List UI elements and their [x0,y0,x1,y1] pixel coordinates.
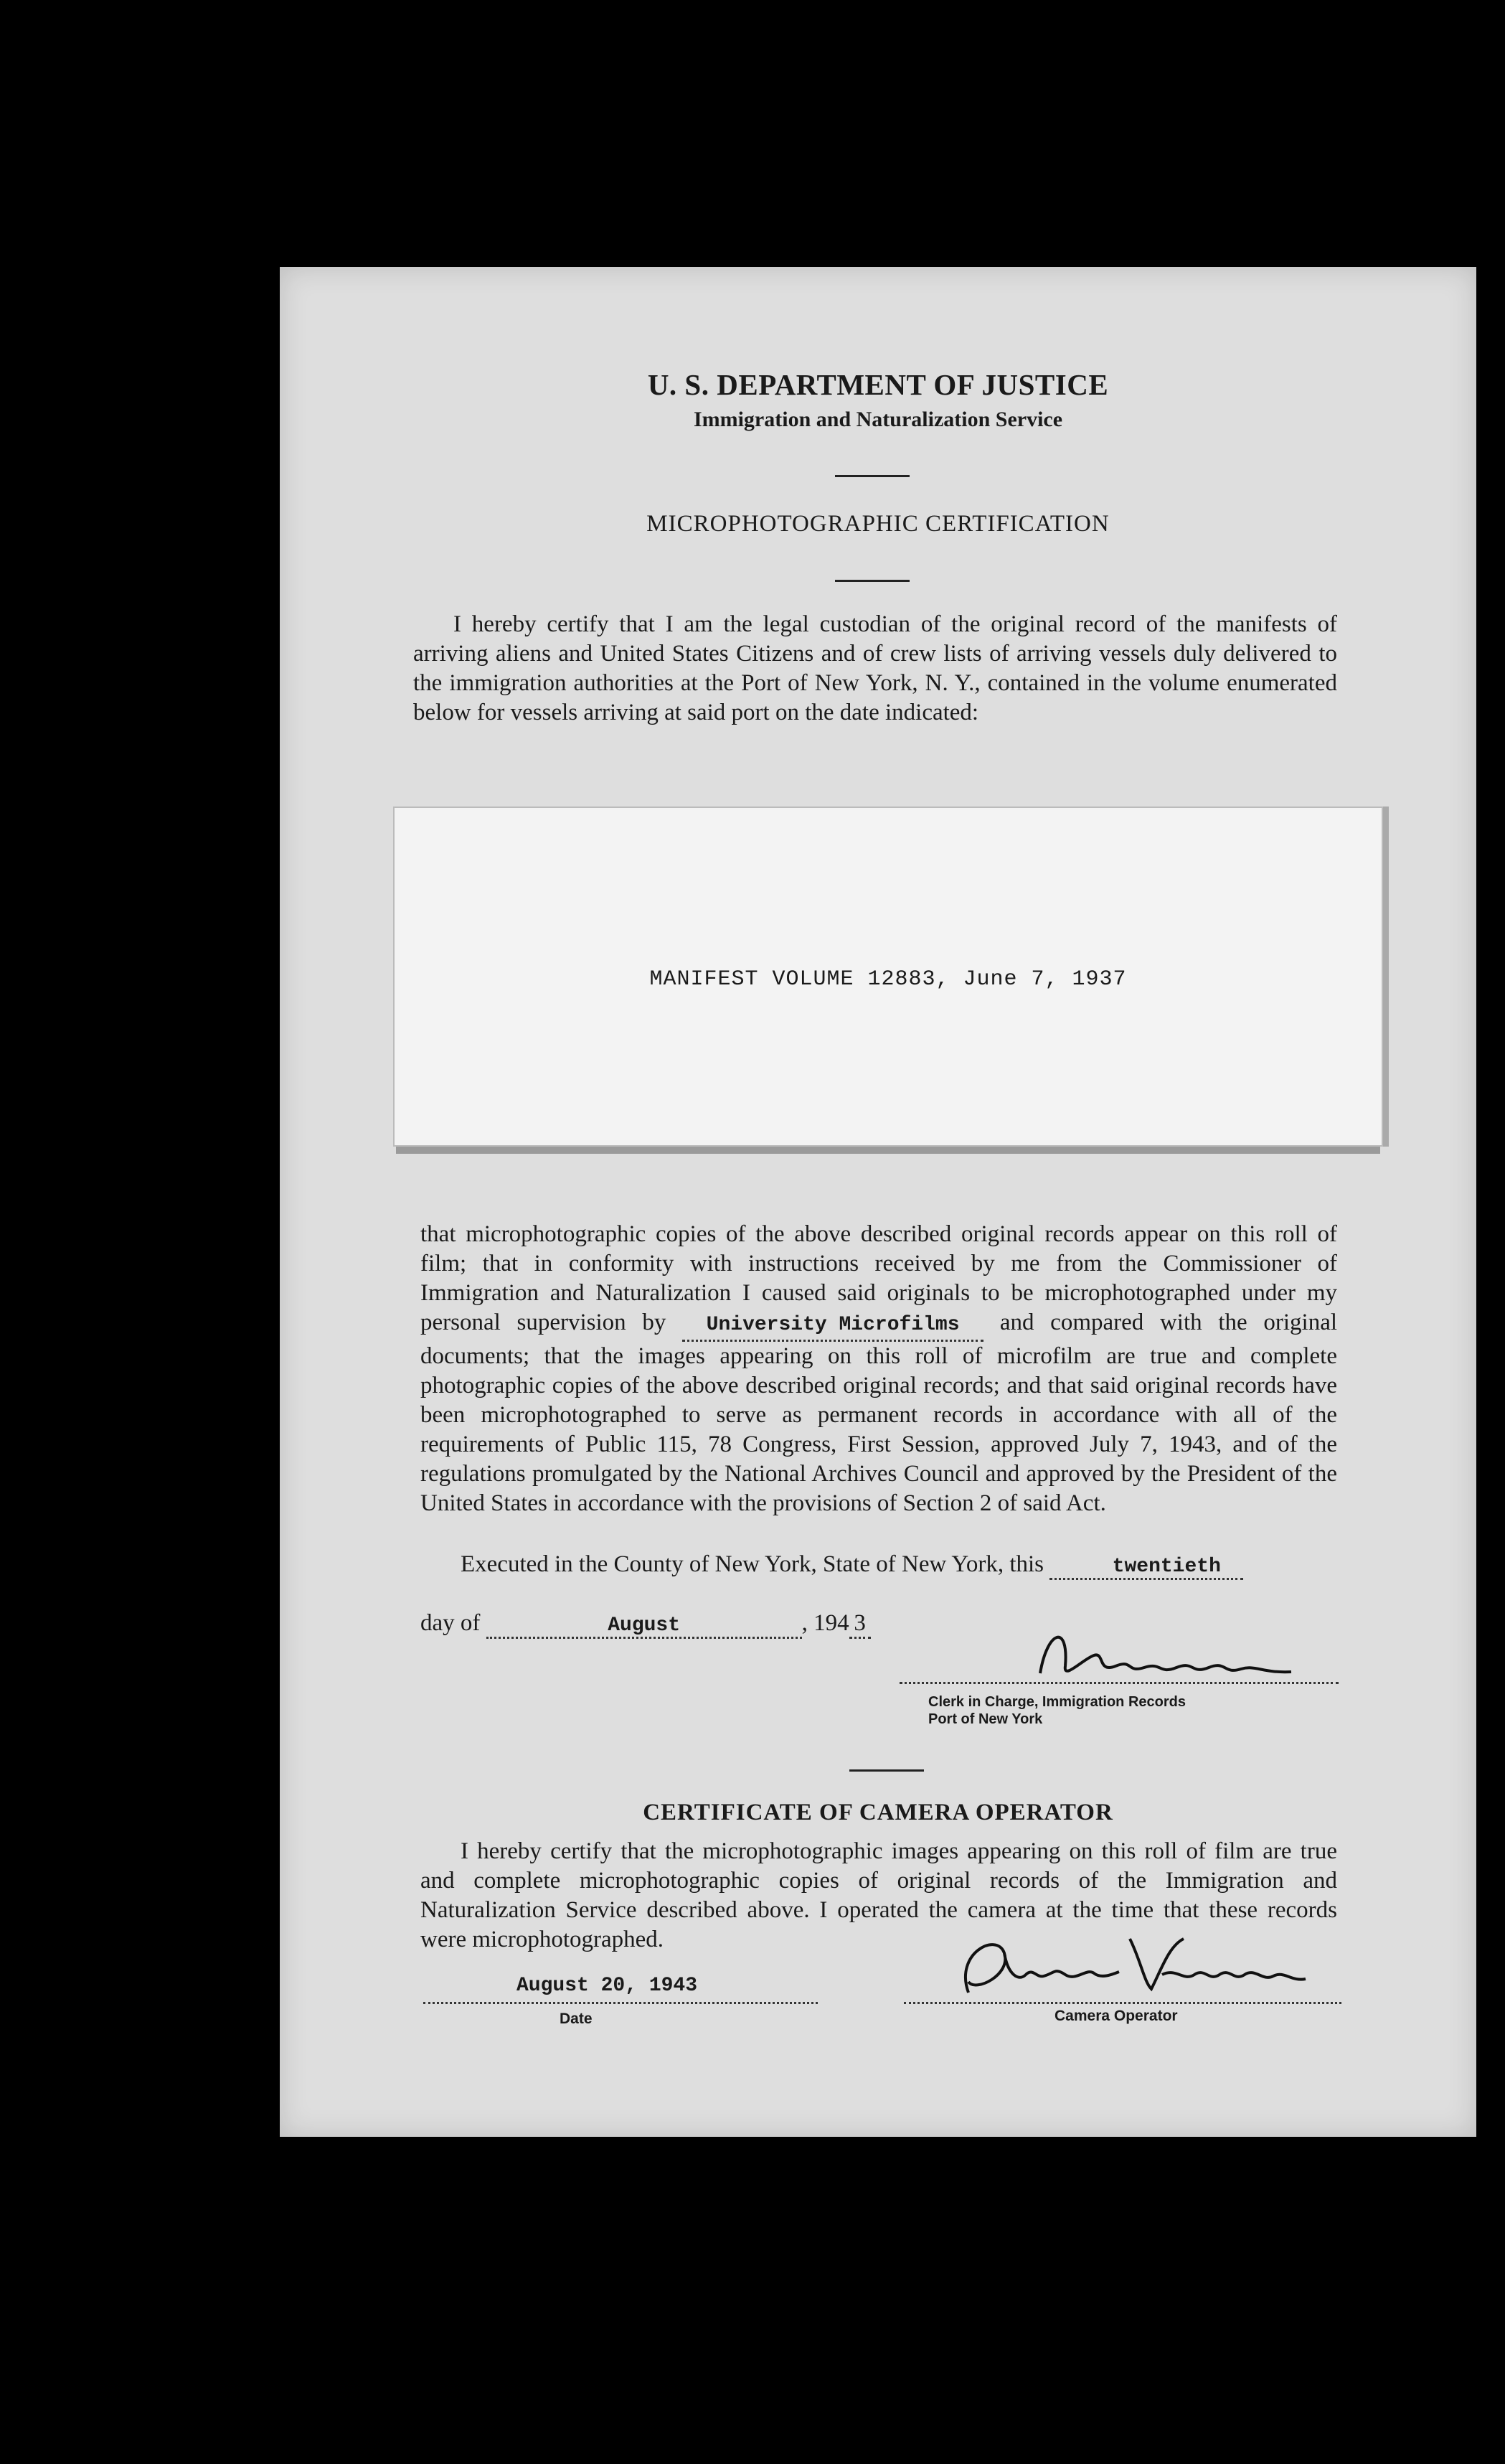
year-prefix: , 194 [801,1610,849,1636]
execution-prefix: Executed in the County of New York, State of New York, this [461,1551,1044,1577]
body-text-part2: and compared with the original documents; that the images appearing on this roll of microfilm are true and complete photographic copies of the above described original records; and that said original records have been microphotographed to serve as permanent records in accordance with all of the requirements of Public 115, 78 Congress, First Session, approved July 7, 1943, and of the regulations promulgated by the National Archives Council and approved by the President of the United States in accordance with the provisions of Section 2 of said Act. [420,1309,1338,1516]
intro-paragraph [413,610,1337,728]
divider [835,580,910,582]
execution-month-field: August [486,1614,802,1639]
operator-signature-line [904,1973,1341,2004]
manifest-insert-slip [393,807,1383,1147]
supervisor-field: University Microfilms [682,1310,983,1342]
clerk-title-line1: Clerk in Charge, Immigration Records [928,1694,1186,1710]
camera-date-field: August 20, 1943 [516,1975,698,1997]
manifest-volume-text: MANIFEST VOLUME 12883, June 7, 1937 [649,967,1127,992]
camera-text: I hereby certify that the microphotographic images appearing on this roll of film are true and complete microphotographic copies of original records of the Immigration and Naturalization Service described above. I operated the camera at the time that these records were microphotographed. [420,1838,1337,1952]
year-digit-field: 3 [849,1610,871,1639]
body-text-part1: that microphotographic copies of the above described original records appear on this roll of film; that in conformity with instructions received by me from the Commissioner of Immigration and Naturalization I caused said originals to be microphotographed under my personal supervision by [420,1221,1337,1335]
certificate-sheet [280,267,1476,2137]
certification-title: MICROPHOTOGRAPHIC CERTIFICATION [646,511,1110,537]
camera-operator-title: CERTIFICATE OF CAMERA OPERATOR [643,1800,1113,1825]
divider [835,475,910,477]
date-label: Date [560,2011,593,2027]
day-of-label: day of [420,1610,481,1636]
camera-operator-label: Camera Operator [1055,2008,1178,2024]
execution-statement [420,1551,1337,1580]
clerk-title [928,1693,1186,1728]
clerk-title-line2: Port of New York [928,1711,1043,1727]
body-paragraph [420,1220,1337,1518]
execution-day-field: twentieth [1049,1556,1243,1580]
clerk-signature-icon [1026,1616,1313,1688]
department-heading: U. S. DEPARTMENT OF JUSTICE [647,368,1109,401]
execution-date-line [420,1610,871,1639]
service-subheading: Immigration and Naturalization Service [693,408,1063,431]
intro-text: I hereby certify that I am the legal custodian of the original record of the manifests of arriving aliens and United States Citizens and of crew lists of arriving vessels duly delivered to the immigration authorities at the Port of New York, N. Y., contained in the volume enumerated below for vessels arriving at said port on the date indicated: [413,611,1337,725]
clerk-signature-line [900,1682,1339,1684]
divider [849,1769,924,1772]
